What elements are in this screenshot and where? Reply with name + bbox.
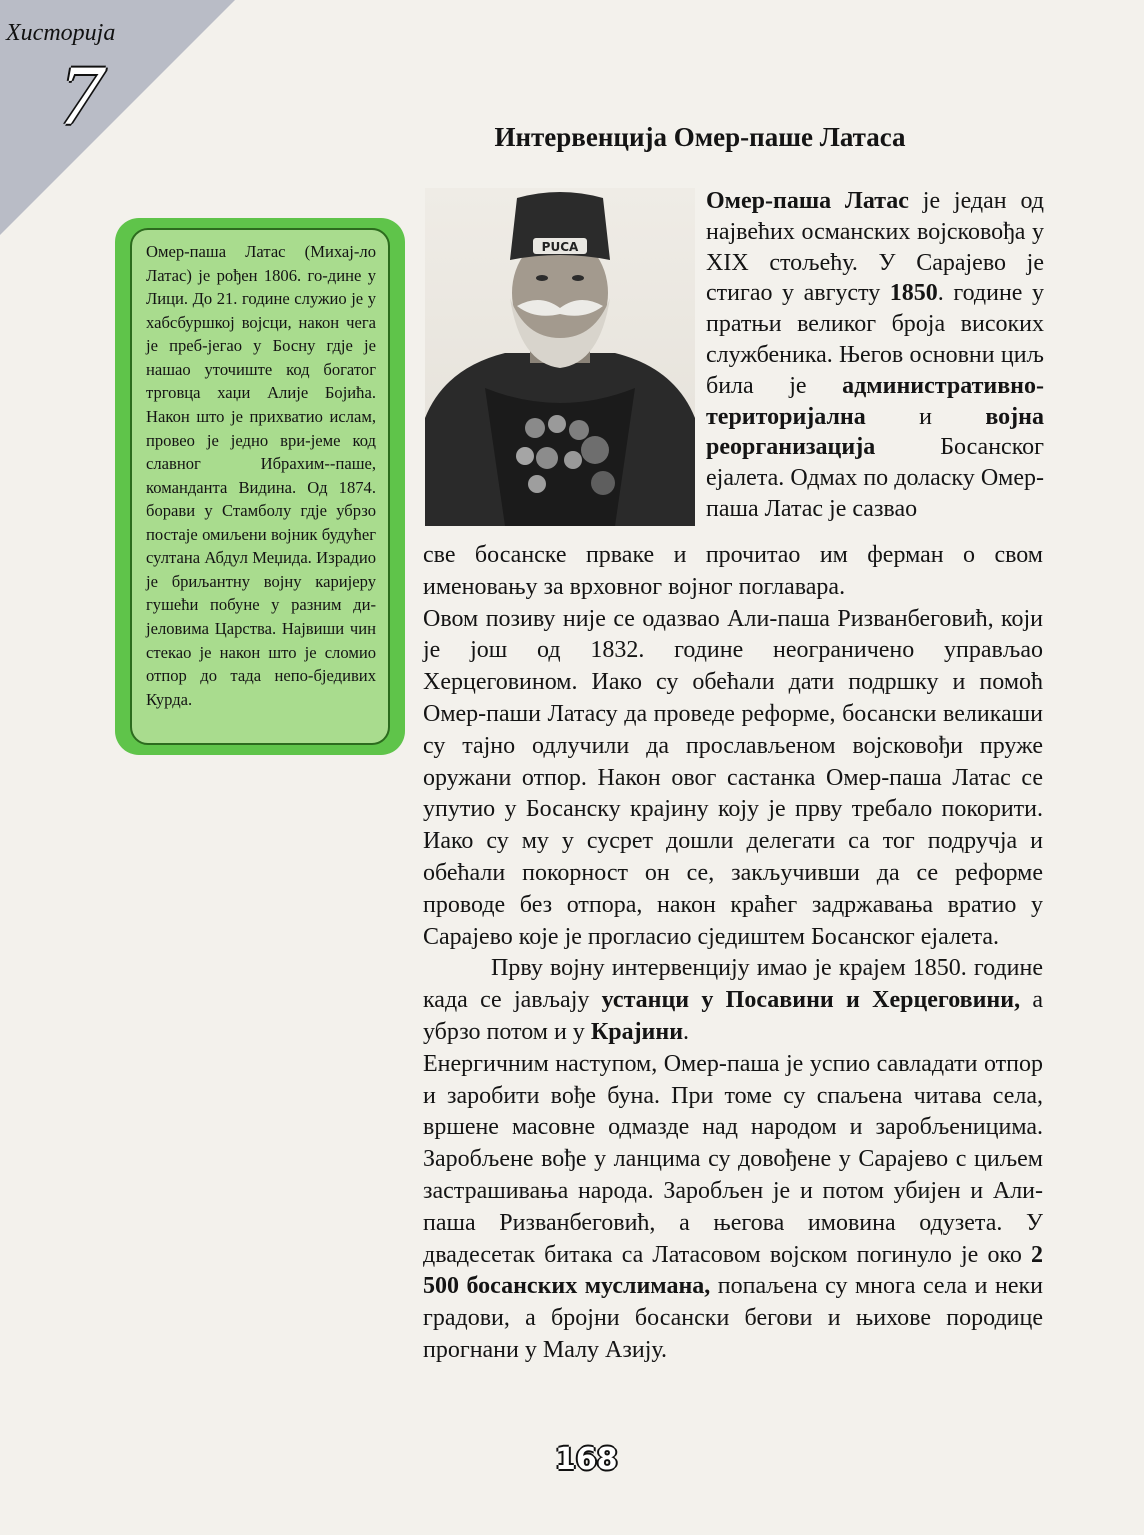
intro-text-2: . године у пратњи великог броја високих службеника. Његов основни циљ била је <box>706 280 1045 399</box>
p3-text-a: Прву војну интервенцију имао је крајем 1850. године када се јављају <box>423 955 1043 1014</box>
paragraph-1: све босанске прваке и прочитао им ферман о свом именовању за врховног војног поглавара. <box>423 542 1043 600</box>
page-number: 168 <box>555 1442 618 1477</box>
portrait-image <box>425 188 695 526</box>
p3-uprisings: устанци у Посавини и Херцеговини, <box>601 987 1021 1014</box>
p3-text-e: . <box>683 1018 690 1045</box>
p4-text-a: Енергичним наступом, Омер-паша је успио савладати отпор и заробити вође буна. При томе су спаљена читава села, вршене масовне одмазде над народом и заробљеницима. Заробљене вође у ланцима су довођене у Сарајево с циљем застрашивања народа. Заробљен је и потом убијен и Али-паша Ризванбеговић, а његова имовина одузета. У двадесетак битака са Латасовом војском погинуло је око <box>423 1050 1043 1268</box>
intro-text-4: Босанског ејалета. Одмах по доласку Омер-паша Латас је сазвао <box>706 434 1044 522</box>
portrait-icon <box>425 188 695 526</box>
intro-goal-military: војна реорганизација <box>706 403 1044 461</box>
page-title: Интервенција Омер-паше Латаса <box>494 122 906 152</box>
p3-krajina: Крајини <box>590 1018 684 1045</box>
subject-label: Хисторија <box>6 20 116 46</box>
paragraph-4 <box>423 1049 1043 1367</box>
intro-name: Омер-паша Латас <box>706 188 909 214</box>
grade-number: 7 <box>60 47 103 143</box>
intro-year: 1850 <box>889 280 938 307</box>
intro-text-3: и <box>865 403 986 430</box>
intro-text-1: је један од највећих османских војсковођа у XIX стољећу. У Сарајево је стигао у августу <box>706 188 1044 307</box>
p4-text-c: попаљена су многа села и неки градови, а бројни босански бегови и њихове породице прогнани у Малу Азију. <box>423 1273 1043 1363</box>
p3-text-c: а убрзо потом и у <box>423 987 1044 1045</box>
p4-casualties: 2 500 босанских муслимана, <box>423 1241 1043 1300</box>
biography-sidebar: Омер-паша Латас (Михај-ло Латас) је рођен 1806. го-дине у Лици. До 21. године служио је у хабсбуршкој војсци, након чега је преб-јегао у Босну гдје је нашао уточиште код богатог трговца хаџи Алије Бојића. Након што је прихватио ислам, провео је једно ври-јеме код славног Ибрахим--паше, команданта Видина. Од 1874. борави у Стамболу гдје убрзо постаје омиљени војник будућег султана Абдул Меџида. Израдио је бриљантну војну каријеру гушећи побуне у разним ди-јеловима Царства. Највиши чин стекао је након што је сломио отпор до тада непо-бједивих Курда. <box>130 228 390 745</box>
intro-goal-administrative: административно-територијална <box>706 372 1044 430</box>
fez-label: PUCA <box>541 240 579 254</box>
paragraph-2: Овом позиву није се одазвао Али-паша Ризванбеговић, који је још од 1832. године неограничено управљао Херцеговином. Иако су обећали дати подршку и помоћ Омер-паши Латасу да проведе реформе, босански великаши су тајно одлучили да прослављеном војсковођи пруже оружани отпор. Након овог састанка Омер-паша Латас се упутио у Босанску крајину коју је прву требало покорити. Иако су му у сусрет дошли делегати са тог подручја и обећали покорност он се, закључивши да се реформе проводе без отпора, након краћег задржавања вратио у Сарајево које је прогласио сједиштем Босанског ејалета. <box>423 605 1043 950</box>
main-text <box>423 540 1043 1367</box>
paragraph-3 <box>423 953 1043 1048</box>
intro-paragraph <box>706 186 1044 525</box>
